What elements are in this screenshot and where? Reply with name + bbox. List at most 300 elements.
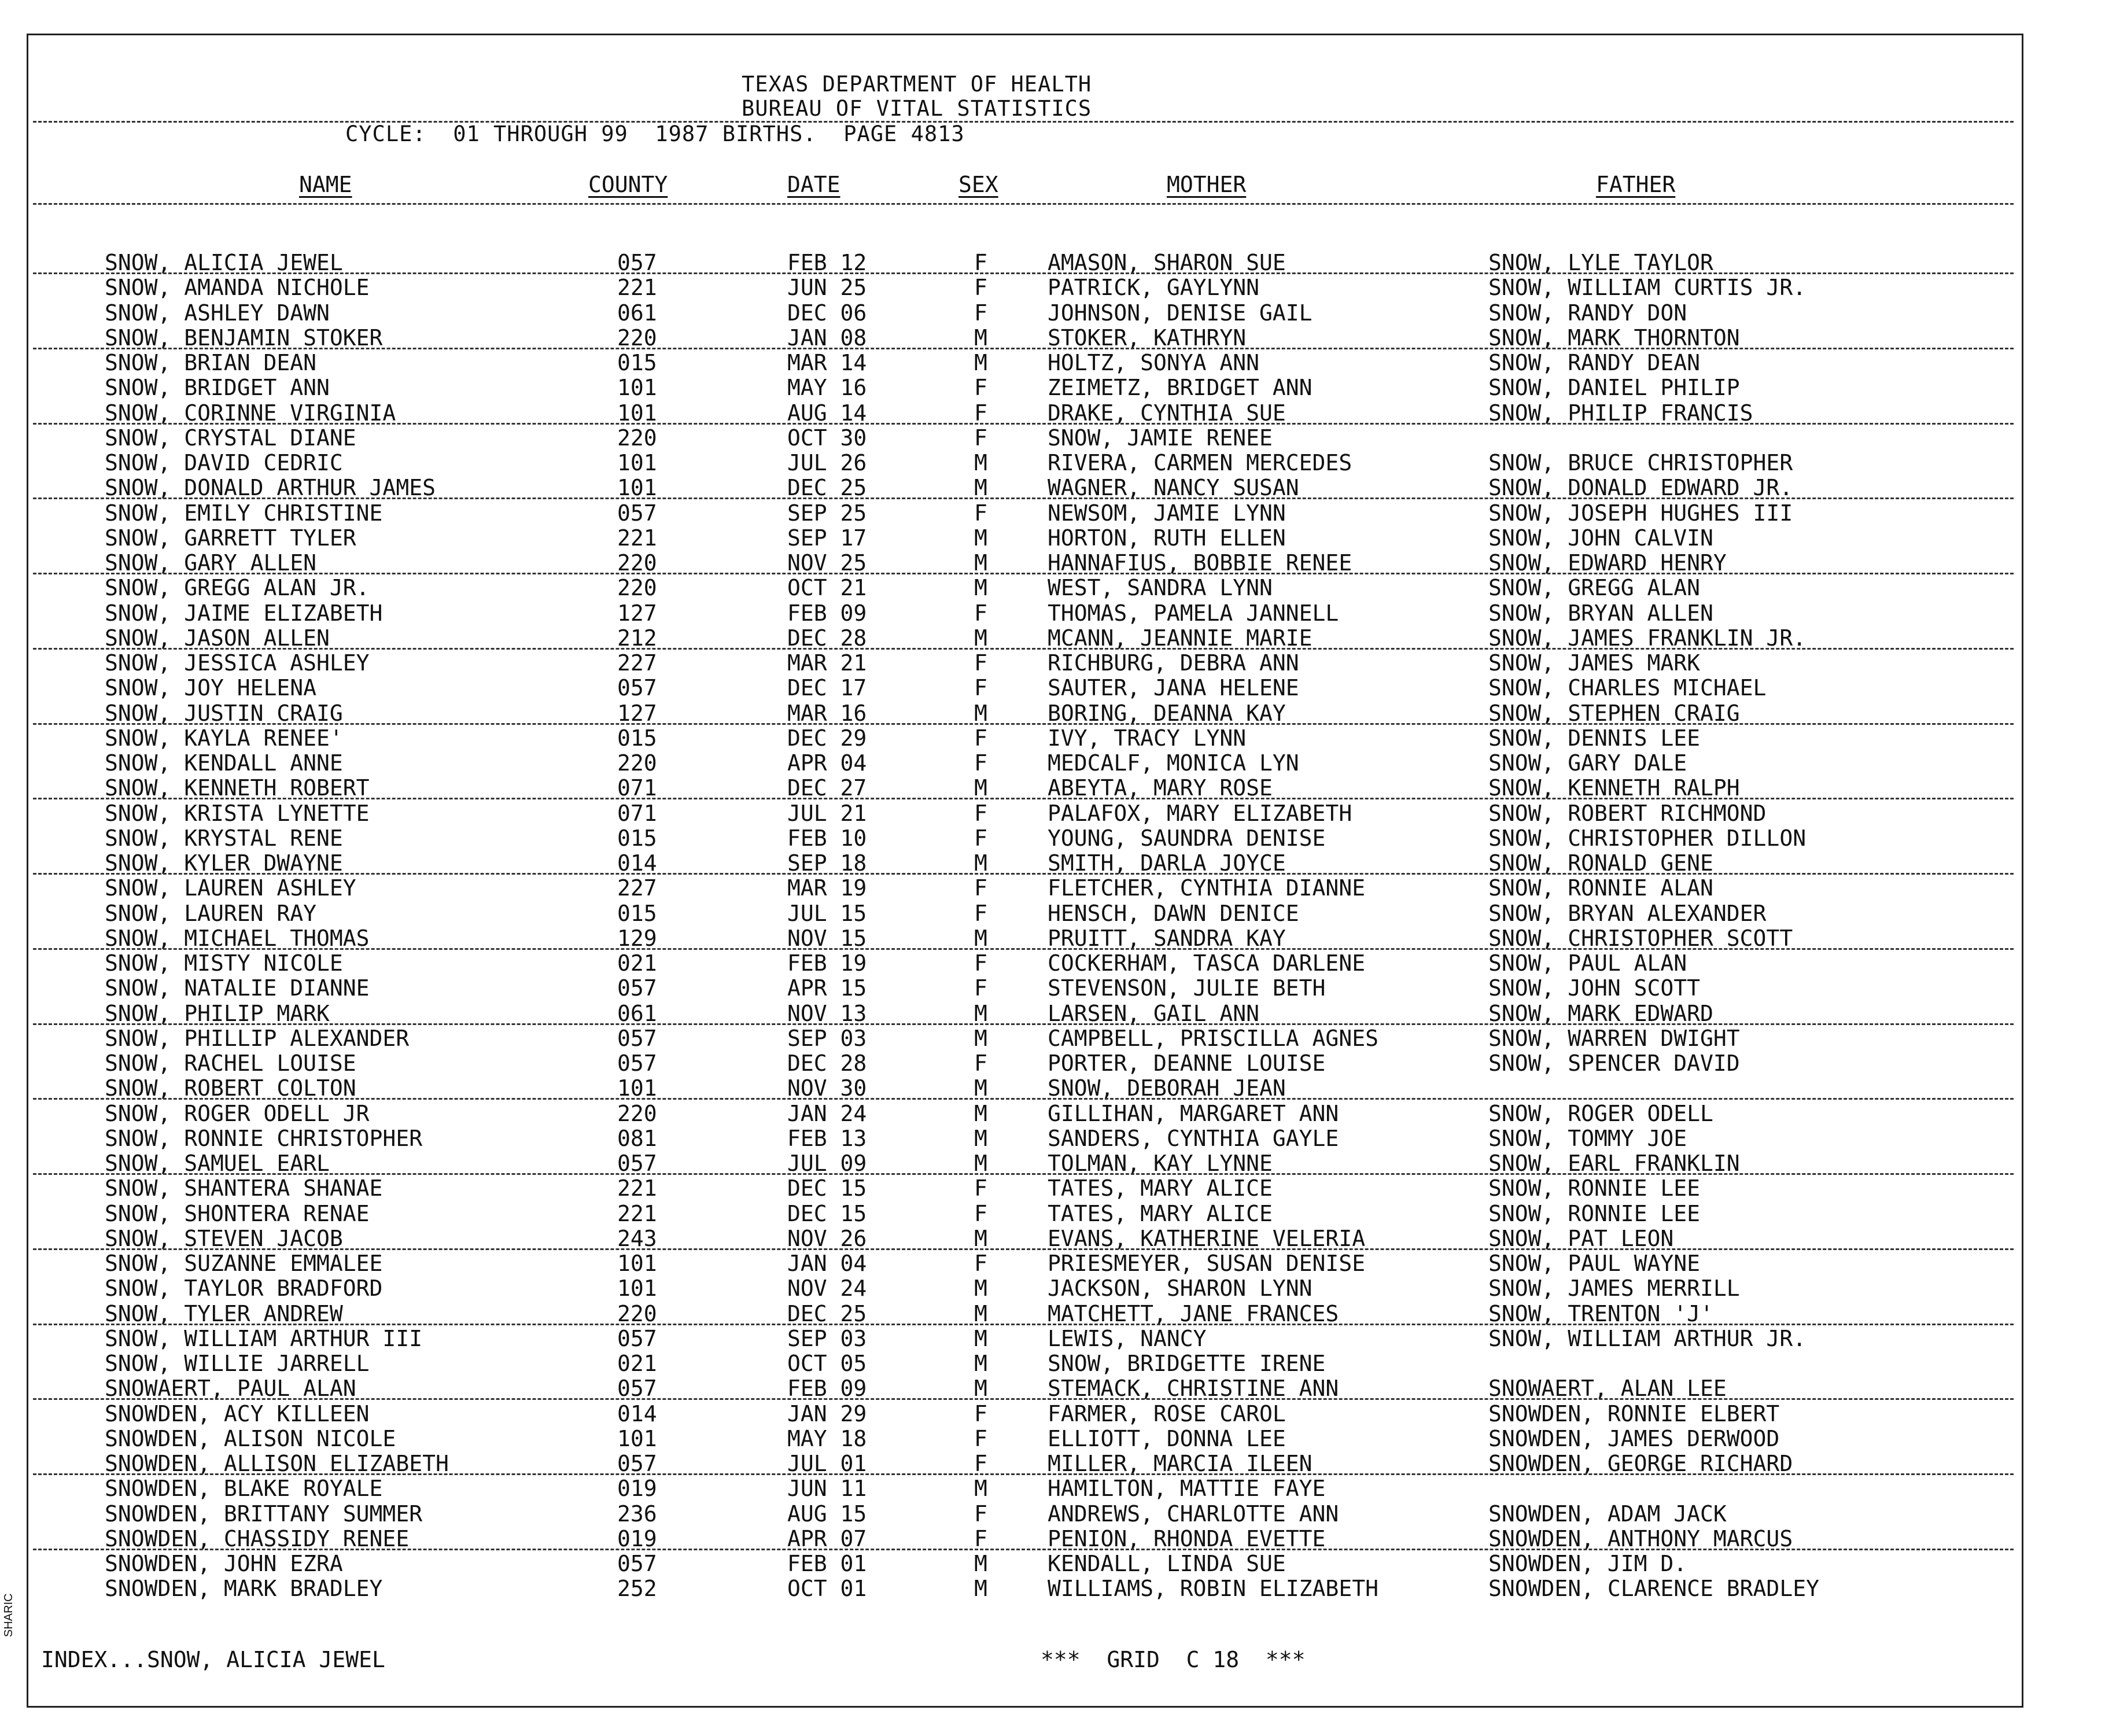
record-county: 220 bbox=[617, 750, 657, 776]
record-date: OCT 01 bbox=[787, 1576, 867, 1602]
record-row bbox=[28, 1351, 2018, 1376]
record-mother: CAMPBELL, PRISCILLA AGNES bbox=[1048, 1025, 1378, 1051]
record-sex: F bbox=[974, 875, 987, 901]
record-date: DEC 25 bbox=[787, 1300, 867, 1326]
record-name: SNOW, GREGG ALAN JR. bbox=[105, 575, 370, 601]
record-county: 236 bbox=[617, 1501, 657, 1527]
record-row bbox=[28, 576, 2018, 600]
record-date: MAR 16 bbox=[787, 700, 867, 726]
record-row bbox=[28, 275, 2018, 300]
record-row bbox=[28, 926, 2018, 951]
record-father: SNOW, SPENCER DAVID bbox=[1488, 1051, 1740, 1076]
record-name: SNOW, SHANTERA SHANAE bbox=[105, 1175, 383, 1201]
record-mother: COCKERHAM, TASCA DARLENE bbox=[1048, 950, 1366, 976]
column-header-county: COUNTY bbox=[588, 172, 668, 197]
record-father: SNOW, STEPHEN CRAIG bbox=[1488, 700, 1740, 726]
record-name: SNOWDEN, MARK BRADLEY bbox=[105, 1576, 383, 1602]
row-group-divider bbox=[33, 873, 2014, 875]
record-mother: HORTON, RUTH ELLEN bbox=[1048, 525, 1286, 551]
record-county: 061 bbox=[617, 1000, 657, 1026]
record-name: SNOW, NATALIE DIANNE bbox=[105, 975, 370, 1001]
record-date: AUG 14 bbox=[787, 400, 867, 426]
record-date: DEC 15 bbox=[787, 1175, 867, 1201]
record-county: 057 bbox=[617, 1051, 657, 1076]
record-county: 021 bbox=[617, 950, 657, 976]
record-name: SNOW, JUSTIN CRAIG bbox=[105, 700, 343, 726]
record-name: SNOW, SAMUEL EARL bbox=[105, 1151, 330, 1176]
row-group-divider bbox=[33, 948, 2014, 950]
record-sex: M bbox=[974, 1325, 987, 1351]
record-name: SNOW, JAIME ELIZABETH bbox=[105, 600, 383, 626]
record-date: JAN 04 bbox=[787, 1251, 867, 1276]
record-name: SNOW, SUZANNE EMMALEE bbox=[105, 1251, 383, 1276]
record-date: SEP 03 bbox=[787, 1325, 867, 1351]
row-group-divider bbox=[33, 1098, 2014, 1100]
record-father: SNOW, WILLIAM ARTHUR JR. bbox=[1488, 1325, 1807, 1351]
record-date: FEB 19 bbox=[787, 950, 867, 976]
record-county: 014 bbox=[617, 1400, 657, 1427]
record-row bbox=[28, 1151, 2018, 1176]
record-father: SNOW, RANDY DON bbox=[1488, 300, 1687, 326]
header-title: TEXAS DEPARTMENT OF HEALTH bbox=[742, 72, 1092, 97]
column-header-mother: MOTHER bbox=[1167, 172, 1247, 197]
record-mother: LARSEN, GAIL ANN bbox=[1048, 1000, 1260, 1026]
record-mother: WILLIAMS, ROBIN ELIZABETH bbox=[1048, 1576, 1378, 1602]
record-date: DEC 15 bbox=[787, 1200, 867, 1226]
record-father: SNOW, PAT LEON bbox=[1488, 1225, 1674, 1251]
record-sex: F bbox=[974, 250, 987, 275]
row-group-divider bbox=[33, 723, 2014, 725]
record-name: SNOW, KAYLA RENEE' bbox=[105, 725, 343, 751]
record-county: 220 bbox=[617, 325, 657, 351]
record-father: SNOW, KENNETH RALPH bbox=[1488, 775, 1740, 801]
record-mother: SNOW, JAMIE RENEE bbox=[1048, 425, 1273, 451]
record-father: SNOW, GREGG ALAN bbox=[1488, 575, 1701, 601]
record-county: 127 bbox=[617, 700, 657, 726]
row-group-divider bbox=[33, 497, 2014, 499]
record-mother: YOUNG, SAUNDRA DENISE bbox=[1048, 825, 1326, 851]
record-name: SNOW, KENDALL ANNE bbox=[105, 750, 343, 776]
record-name: SNOW, PHILIP MARK bbox=[105, 1000, 330, 1026]
record-sex: F bbox=[974, 1175, 987, 1201]
row-group-divider bbox=[33, 1324, 2014, 1325]
record-mother: BORING, DEANNA KAY bbox=[1048, 700, 1286, 726]
record-sex: M bbox=[974, 625, 987, 651]
record-father: SNOW, BRYAN ALEXANDER bbox=[1488, 900, 1767, 926]
record-mother: IVY, TRACY LYNN bbox=[1048, 725, 1247, 751]
record-sex: F bbox=[974, 750, 987, 776]
record-sex: M bbox=[974, 475, 987, 501]
record-row bbox=[28, 1276, 2018, 1301]
record-mother: PRUITT, SANDRA KAY bbox=[1048, 925, 1286, 951]
record-father: SNOW, CHARLES MICHAEL bbox=[1488, 675, 1767, 701]
record-row bbox=[28, 751, 2018, 776]
record-row bbox=[28, 1476, 2018, 1501]
row-group-divider bbox=[33, 272, 2014, 274]
record-name: SNOW, JASON ALLEN bbox=[105, 625, 330, 651]
record-father: SNOWDEN, RONNIE ELBERT bbox=[1488, 1400, 1780, 1427]
record-father: SNOW, RONALD GENE bbox=[1488, 850, 1713, 876]
record-mother: NEWSOM, JAMIE LYNN bbox=[1048, 500, 1286, 526]
record-father: SNOW, PAUL WAYNE bbox=[1488, 1251, 1701, 1276]
record-name: SNOW, ROGER ODELL JR bbox=[105, 1100, 370, 1126]
record-name: SNOW, MICHAEL THOMAS bbox=[105, 925, 370, 951]
record-father: SNOW, JOSEPH HUGHES III bbox=[1488, 500, 1793, 526]
record-father: SNOWDEN, CLARENCE BRADLEY bbox=[1488, 1576, 1819, 1602]
record-date: JUL 26 bbox=[787, 450, 867, 476]
record-row bbox=[28, 451, 2018, 476]
record-sex: F bbox=[974, 800, 987, 826]
record-date: NOV 26 bbox=[787, 1225, 867, 1251]
record-date: MAR 14 bbox=[787, 350, 867, 375]
record-sex: M bbox=[974, 1551, 987, 1576]
record-county: 015 bbox=[617, 900, 657, 926]
record-sex: M bbox=[974, 1075, 987, 1101]
record-date: SEP 17 bbox=[787, 525, 867, 551]
record-mother: WEST, SANDRA LYNN bbox=[1048, 575, 1273, 601]
record-date: JAN 08 bbox=[787, 325, 867, 351]
record-county: 015 bbox=[617, 725, 657, 751]
record-row bbox=[28, 876, 2018, 901]
record-date: JAN 29 bbox=[787, 1400, 867, 1427]
record-father: SNOW, ROBERT RICHMOND bbox=[1488, 800, 1767, 826]
record-sex: F bbox=[974, 650, 987, 676]
record-date: JUL 21 bbox=[787, 800, 867, 826]
record-mother: SANDERS, CYNTHIA GAYLE bbox=[1048, 1125, 1339, 1151]
record-mother: PENION, RHONDA EVETTE bbox=[1048, 1525, 1326, 1551]
record-name: SNOW, LAUREN ASHLEY bbox=[105, 875, 356, 901]
record-sex: F bbox=[974, 725, 987, 751]
row-group-divider bbox=[33, 423, 2014, 425]
record-county: 227 bbox=[617, 650, 657, 676]
record-sex: M bbox=[974, 350, 987, 375]
record-sex: M bbox=[974, 1476, 987, 1502]
record-sex: F bbox=[974, 825, 987, 851]
record-row bbox=[28, 1451, 2018, 1476]
record-mother: GILLIHAN, MARGARET ANN bbox=[1048, 1100, 1339, 1126]
record-mother: SMITH, DARLA JOYCE bbox=[1048, 850, 1286, 876]
record-name: SNOW, RACHEL LOUISE bbox=[105, 1051, 356, 1076]
record-row bbox=[28, 250, 2018, 275]
record-father: SNOW, JOHN CALVIN bbox=[1488, 525, 1713, 551]
record-county: 057 bbox=[617, 975, 657, 1001]
record-name: SNOW, KENNETH ROBERT bbox=[105, 775, 370, 801]
record-county: 220 bbox=[617, 425, 657, 451]
record-name: SNOW, AMANDA NICHOLE bbox=[105, 275, 370, 301]
record-father: SNOW, JAMES MERRILL bbox=[1488, 1276, 1740, 1302]
record-row bbox=[28, 1427, 2018, 1451]
record-date: APR 15 bbox=[787, 975, 867, 1001]
record-mother: ABEYTA, MARY ROSE bbox=[1048, 775, 1273, 801]
record-father: SNOW, JOHN SCOTT bbox=[1488, 975, 1701, 1001]
record-date: NOV 30 bbox=[787, 1075, 867, 1101]
record-mother: SAUTER, JANA HELENE bbox=[1048, 675, 1299, 701]
record-mother: KENDALL, LINDA SUE bbox=[1048, 1551, 1286, 1576]
record-county: 212 bbox=[617, 625, 657, 651]
record-name: SNOW, JESSICA ASHLEY bbox=[105, 650, 370, 676]
row-group-divider bbox=[33, 1473, 2014, 1475]
record-row bbox=[28, 1176, 2018, 1201]
record-county: 101 bbox=[617, 1251, 657, 1276]
record-mother: PORTER, DEANNE LOUISE bbox=[1048, 1051, 1326, 1076]
record-county: 101 bbox=[617, 1425, 657, 1451]
row-group-divider bbox=[33, 1023, 2014, 1025]
record-sex: M bbox=[974, 1125, 987, 1151]
record-father: SNOW, MARK THORNTON bbox=[1488, 325, 1740, 351]
record-county: 019 bbox=[617, 1476, 657, 1502]
record-father: SNOW, RANDY DEAN bbox=[1488, 350, 1701, 375]
record-county: 057 bbox=[617, 1025, 657, 1051]
record-name: SNOW, RONNIE CHRISTOPHER bbox=[105, 1125, 423, 1151]
record-sex: M bbox=[974, 1100, 987, 1126]
record-county: 220 bbox=[617, 550, 657, 576]
record-date: JUL 09 bbox=[787, 1151, 867, 1176]
record-name: SNOW, KYLER DWAYNE bbox=[105, 850, 343, 876]
record-county: 057 bbox=[617, 1551, 657, 1576]
record-county: 220 bbox=[617, 575, 657, 601]
record-date: FEB 12 bbox=[787, 250, 867, 275]
record-father: SNOW, LYLE TAYLOR bbox=[1488, 250, 1713, 275]
record-date: FEB 01 bbox=[787, 1551, 867, 1576]
record-sex: F bbox=[974, 425, 987, 451]
record-sex: M bbox=[974, 775, 987, 801]
record-mother: ELLIOTT, DONNA LEE bbox=[1048, 1425, 1286, 1451]
record-mother: SNOW, DEBORAH JEAN bbox=[1048, 1075, 1286, 1101]
record-date: DEC 25 bbox=[787, 475, 867, 501]
record-date: NOV 15 bbox=[787, 925, 867, 951]
record-sex: M bbox=[974, 925, 987, 951]
record-name: SNOWAERT, PAUL ALAN bbox=[105, 1376, 356, 1402]
record-row bbox=[28, 701, 2018, 726]
record-name: SNOWDEN, ACY KILLEEN bbox=[105, 1400, 370, 1427]
record-name: SNOW, SHONTERA RENAE bbox=[105, 1200, 370, 1226]
record-row bbox=[28, 1376, 2018, 1401]
record-mother: HAMILTON, MATTIE FAYE bbox=[1048, 1476, 1326, 1502]
record-row bbox=[28, 1326, 2018, 1351]
record-county: 071 bbox=[617, 775, 657, 801]
record-sex: F bbox=[974, 975, 987, 1001]
record-county: 061 bbox=[617, 300, 657, 326]
record-father: SNOWDEN, GEORGE RICHARD bbox=[1488, 1451, 1793, 1476]
record-mother: HENSCH, DAWN DENICE bbox=[1048, 900, 1299, 926]
record-date: FEB 09 bbox=[787, 1376, 867, 1402]
record-sex: M bbox=[974, 1351, 987, 1376]
record-mother: MATCHETT, JANE FRANCES bbox=[1048, 1300, 1339, 1326]
record-sex: M bbox=[974, 1151, 987, 1176]
row-group-divider bbox=[33, 1248, 2014, 1250]
record-county: 057 bbox=[617, 675, 657, 701]
record-father: SNOW, GARY DALE bbox=[1488, 750, 1687, 776]
record-mother: DRAKE, CYNTHIA SUE bbox=[1048, 400, 1286, 426]
record-name: SNOW, CORINNE VIRGINIA bbox=[105, 400, 396, 426]
record-date: DEC 28 bbox=[787, 625, 867, 651]
record-father: SNOW, WARREN DWIGHT bbox=[1488, 1025, 1740, 1051]
record-mother: HOLTZ, SONYA ANN bbox=[1048, 350, 1260, 375]
column-header-father: FATHER bbox=[1596, 172, 1676, 197]
record-sex: M bbox=[974, 1300, 987, 1326]
record-mother: TATES, MARY ALICE bbox=[1048, 1200, 1273, 1226]
record-row bbox=[28, 676, 2018, 701]
record-county: 101 bbox=[617, 450, 657, 476]
record-name: SNOW, DAVID CEDRIC bbox=[105, 450, 343, 476]
row-group-divider bbox=[33, 1549, 2014, 1550]
record-sex: M bbox=[974, 1276, 987, 1302]
record-father: SNOW, DONALD EDWARD JR. bbox=[1488, 475, 1793, 501]
record-father: SNOW, DENNIS LEE bbox=[1488, 725, 1701, 751]
record-date: FEB 13 bbox=[787, 1125, 867, 1151]
record-sex: F bbox=[974, 600, 987, 626]
record-name: SNOW, WILLIE JARRELL bbox=[105, 1351, 370, 1376]
record-row bbox=[28, 326, 2018, 351]
record-county: 220 bbox=[617, 1300, 657, 1326]
record-name: SNOW, BENJAMIN STOKER bbox=[105, 325, 383, 351]
record-father: SNOW, JAMES MARK bbox=[1488, 650, 1701, 676]
record-name: SNOW, PHILLIP ALEXANDER bbox=[105, 1025, 410, 1051]
record-mother: MCANN, JEANNIE MARIE bbox=[1048, 625, 1313, 651]
record-county: 227 bbox=[617, 875, 657, 901]
record-county: 057 bbox=[617, 250, 657, 275]
record-father: SNOW, RONNIE LEE bbox=[1488, 1175, 1701, 1201]
record-row bbox=[28, 476, 2018, 500]
record-sex: F bbox=[974, 300, 987, 326]
record-name: SNOWDEN, JOHN EZRA bbox=[105, 1551, 343, 1576]
record-name: SNOW, GARY ALLEN bbox=[105, 550, 317, 576]
record-row bbox=[28, 526, 2018, 551]
record-mother: JOHNSON, DENISE GAIL bbox=[1048, 300, 1313, 326]
record-name: SNOW, MISTY NICOLE bbox=[105, 950, 343, 976]
record-name: SNOW, TAYLOR BRADFORD bbox=[105, 1276, 383, 1302]
record-row bbox=[28, 1576, 2018, 1601]
record-name: SNOW, BRIDGET ANN bbox=[105, 375, 330, 401]
record-row bbox=[28, 501, 2018, 526]
record-name: SNOW, ASHLEY DAWN bbox=[105, 300, 330, 326]
record-name: SNOWDEN, BLAKE ROYALE bbox=[105, 1476, 383, 1502]
record-father: SNOWAERT, ALAN LEE bbox=[1488, 1376, 1727, 1402]
record-father: SNOW, BRYAN ALLEN bbox=[1488, 600, 1713, 626]
record-father: SNOW, EDWARD HENRY bbox=[1488, 550, 1727, 576]
record-sex: F bbox=[974, 900, 987, 926]
record-date: DEC 29 bbox=[787, 725, 867, 751]
record-father: SNOWDEN, JAMES DERWOOD bbox=[1488, 1425, 1780, 1451]
record-father: SNOWDEN, ANTHONY MARCUS bbox=[1488, 1525, 1793, 1551]
record-name: SNOWDEN, ALLISON ELIZABETH bbox=[105, 1451, 449, 1476]
record-sex: F bbox=[974, 675, 987, 701]
record-name: SNOW, LAUREN RAY bbox=[105, 900, 317, 926]
record-county: 057 bbox=[617, 1325, 657, 1351]
record-county: 101 bbox=[617, 375, 657, 401]
record-mother: AMASON, SHARON SUE bbox=[1048, 250, 1286, 275]
record-county: 057 bbox=[617, 1451, 657, 1476]
record-county: 101 bbox=[617, 1276, 657, 1302]
record-date: NOV 24 bbox=[787, 1276, 867, 1302]
record-date: MAY 18 bbox=[787, 1425, 867, 1451]
record-name: SNOWDEN, BRITTANY SUMMER bbox=[105, 1501, 423, 1527]
record-sex: F bbox=[974, 950, 987, 976]
record-date: DEC 17 bbox=[787, 675, 867, 701]
record-mother: LEWIS, NANCY bbox=[1048, 1325, 1207, 1351]
record-county: 101 bbox=[617, 1075, 657, 1101]
record-sex: M bbox=[974, 325, 987, 351]
record-mother: MILLER, MARCIA ILEEN bbox=[1048, 1451, 1313, 1476]
record-name: SNOW, CRYSTAL DIANE bbox=[105, 425, 356, 451]
record-mother: ANDREWS, CHARLOTTE ANN bbox=[1048, 1501, 1339, 1527]
record-father: SNOW, CHRISTOPHER SCOTT bbox=[1488, 925, 1793, 951]
record-mother: HANNAFIUS, BOBBIE RENEE bbox=[1048, 550, 1352, 576]
record-row bbox=[28, 951, 2018, 976]
column-header-name: NAME bbox=[299, 172, 352, 197]
record-county: 243 bbox=[617, 1225, 657, 1251]
record-county: 019 bbox=[617, 1525, 657, 1551]
record-mother: FARMER, ROSE CAROL bbox=[1048, 1400, 1286, 1427]
column-header-divider bbox=[33, 203, 2014, 205]
record-sex: F bbox=[974, 1425, 987, 1451]
record-row bbox=[28, 726, 2018, 751]
record-sex: M bbox=[974, 1225, 987, 1251]
row-group-divider bbox=[33, 1173, 2014, 1175]
record-date: MAR 19 bbox=[787, 875, 867, 901]
record-date: JUL 15 bbox=[787, 900, 867, 926]
record-sex: M bbox=[974, 850, 987, 876]
record-sex: F bbox=[974, 400, 987, 426]
record-county: 015 bbox=[617, 350, 657, 375]
record-father: SNOW, TRENTON 'J' bbox=[1488, 1300, 1713, 1326]
row-group-divider bbox=[33, 798, 2014, 799]
record-row bbox=[28, 1126, 2018, 1151]
record-sex: M bbox=[974, 550, 987, 576]
record-date: FEB 09 bbox=[787, 600, 867, 626]
record-date: JAN 24 bbox=[787, 1100, 867, 1126]
record-father: SNOW, PAUL ALAN bbox=[1488, 950, 1687, 976]
header-subtitle: BUREAU OF VITAL STATISTICS bbox=[742, 96, 1092, 121]
record-name: SNOWDEN, CHASSIDY RENEE bbox=[105, 1525, 410, 1551]
record-sex: M bbox=[974, 1000, 987, 1026]
record-sex: M bbox=[974, 525, 987, 551]
record-date: MAR 21 bbox=[787, 650, 867, 676]
record-row bbox=[28, 826, 2018, 851]
record-name: SNOW, KRISTA LYNETTE bbox=[105, 800, 370, 826]
column-header-date: DATE bbox=[787, 172, 840, 197]
side-label: SHARIC bbox=[2, 1593, 15, 1637]
record-name: SNOW, ROBERT COLTON bbox=[105, 1075, 356, 1101]
records-list bbox=[28, 250, 2018, 1602]
record-name: SNOW, ALICIA JEWEL bbox=[105, 250, 343, 275]
record-mother: RICHBURG, DEBRA ANN bbox=[1048, 650, 1299, 676]
record-sex: F bbox=[974, 1451, 987, 1476]
record-name: SNOW, TYLER ANDREW bbox=[105, 1300, 343, 1326]
record-father: SNOW, EARL FRANKLIN bbox=[1488, 1151, 1740, 1176]
record-date: SEP 18 bbox=[787, 850, 867, 876]
record-sex: F bbox=[974, 275, 987, 301]
record-row bbox=[28, 976, 2018, 1001]
record-row bbox=[28, 851, 2018, 876]
record-row bbox=[28, 1076, 2018, 1101]
record-date: DEC 06 bbox=[787, 300, 867, 326]
record-date: NOV 25 bbox=[787, 550, 867, 576]
record-date: OCT 30 bbox=[787, 425, 867, 451]
record-mother: TATES, MARY ALICE bbox=[1048, 1175, 1273, 1201]
record-row bbox=[28, 1251, 2018, 1276]
record-sex: F bbox=[974, 375, 987, 401]
record-county: 021 bbox=[617, 1351, 657, 1376]
record-row bbox=[28, 551, 2018, 576]
report-page bbox=[27, 34, 2023, 1708]
record-date: OCT 21 bbox=[787, 575, 867, 601]
record-name: SNOW, DONALD ARTHUR JAMES bbox=[105, 475, 436, 501]
record-father: SNOWDEN, JIM D. bbox=[1488, 1551, 1687, 1576]
record-mother: WAGNER, NANCY SUSAN bbox=[1048, 475, 1299, 501]
record-date: DEC 27 bbox=[787, 775, 867, 801]
record-date: SEP 25 bbox=[787, 500, 867, 526]
